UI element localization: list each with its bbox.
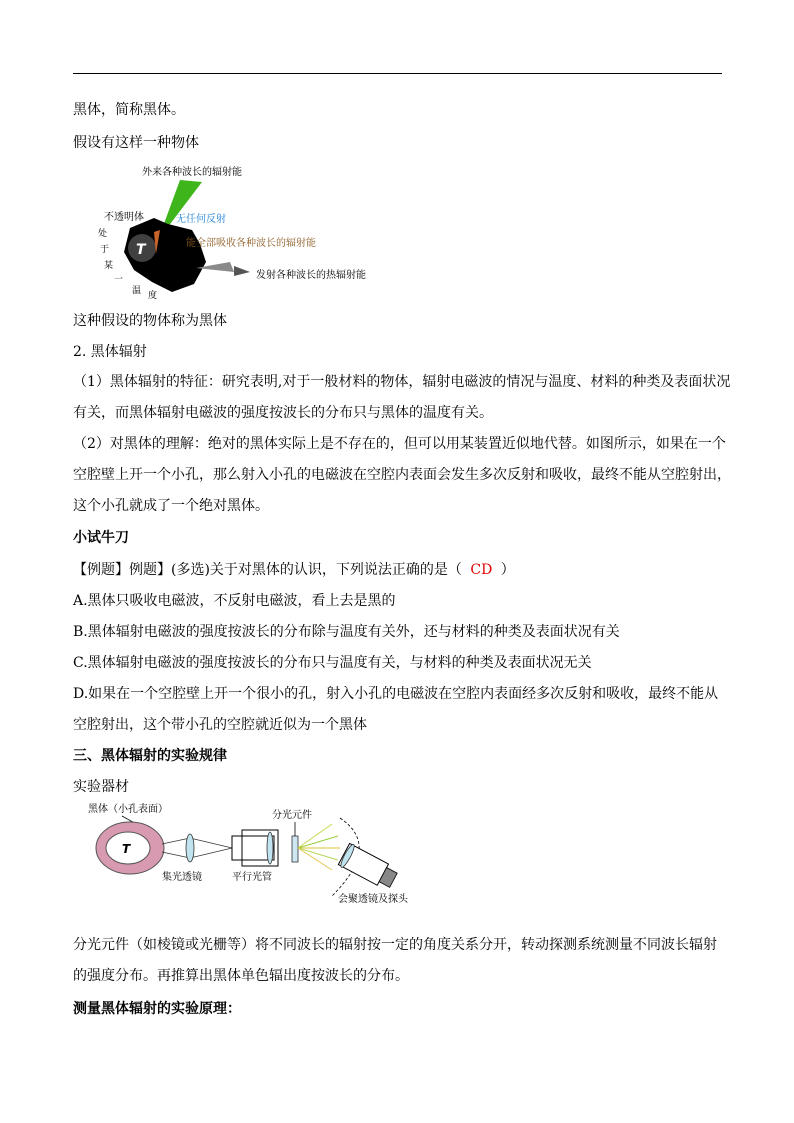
splitter-element [292, 836, 298, 862]
paragraph-2-line-3: 这个小孔就成了一个绝对黑体。 [73, 498, 269, 514]
figure2-label-collimator: 平行光管 [232, 872, 272, 883]
practice-question [73, 560, 515, 580]
paragraph-3 [73, 930, 722, 992]
figure1-side-2: 于 [100, 245, 110, 255]
section-3-heading: 三、黑体辐射的实验规律 [73, 748, 227, 764]
figure2-label-blackbody: 黑体（小孔表面） [88, 804, 168, 815]
paragraph-1 [73, 367, 731, 429]
paragraph-2-line-1: （2）对黑体的理解：绝对的黑体实际上是不存在的，但可以用某装置近似地代替。如图所示，如果在一个 [73, 436, 726, 452]
paragraph-1-line-2: 有关，而黑体辐射电磁波的强度按波长的分布只与黑体的温度有关。 [73, 405, 493, 421]
option-a: A.黑体只吸收电磁波，不反射电磁波，看上去是黑的 [73, 593, 396, 609]
option-c: C.黑体辐射电磁波的强度按波长的分布只与温度有关，与材料的种类及表面状况无关 [73, 655, 592, 671]
emission-arrow-head [234, 266, 250, 276]
figure1-side-4: 一 [114, 275, 124, 285]
intro-line-2: 假设有这样一种物体 [73, 135, 199, 151]
figure2-label-splitter: 分光元件 [272, 810, 312, 821]
figure1-label-absorb: 能全部吸收各种波长的辐射能 [186, 238, 316, 249]
figure1-side-6: 度 [148, 291, 158, 300]
figure1-label-top: 外来各种波长的辐射能 [142, 167, 242, 178]
option-d-line-1: D.如果在一个空腔壁上开一个很小的孔，射入小孔的电磁波在空腔内表面经多次反射和吸收，最终不能从 [73, 686, 719, 702]
figure2-label-T: T [122, 842, 131, 856]
probe-assembly [338, 843, 400, 892]
equipment-label: 实验器材 [73, 779, 129, 795]
paragraph-1-line-1: （1）黑体辐射的特征：研究表明,对于一般材料的物体，辐射电磁波的情况与温度、材料的种类及表面状况 [73, 374, 731, 390]
figure1-side-1: 处 [98, 229, 108, 239]
dispersed-ray-4 [298, 848, 338, 860]
blackbody-diagram [96, 158, 406, 300]
practice-heading: 小试牛刀 [73, 530, 129, 546]
figure1-side-3: 某 [104, 261, 114, 271]
paragraph-2 [73, 429, 731, 522]
paragraph-3-line-2: 的强度分布。再推算出黑体单色辐出度按波长的分布。 [73, 968, 409, 984]
figure1-label-T: T [136, 242, 146, 258]
question-prefix: 【例题】例题】(多选)关于对黑体的认识，下列说法正确的是（ [73, 562, 462, 578]
collimator-lens [267, 832, 273, 864]
intro-line-1: 黑体，简称黑体。 [73, 102, 185, 118]
question-suffix: ） [500, 562, 515, 578]
dispersed-ray-5 [298, 848, 332, 870]
apparatus-diagram [82, 800, 462, 912]
header-rule [73, 73, 722, 74]
dispersed-ray-2 [298, 836, 338, 848]
option-b: B.黑体辐射电磁波的强度按波长的分布除与温度有关外，还与材料的种类及表面状况有关 [73, 624, 620, 640]
figure1-label-emit: 发射各种波长的热辐射能 [256, 270, 366, 281]
question-answer: CD [470, 562, 493, 578]
option-d-line-2: 空腔射出，这个带小孔的空腔就近似为一个黑体 [73, 717, 367, 733]
dispersed-ray-1 [298, 824, 332, 848]
hypothetical-body-text: 这种假设的物体称为黑体 [73, 313, 227, 329]
collecting-lens [186, 834, 194, 862]
paragraph-2-line-2: 空腔壁上开一个小孔，那么射入小孔的电磁波在空腔内表面会发生多次反射和吸收，最终不能从空腔射出， [73, 467, 731, 483]
figure1-label-opaque: 不透明体 [104, 212, 144, 223]
figure2-label-lens: 集光透镜 [162, 872, 202, 883]
figure1-label-no-reflect: 无任何反射 [176, 214, 226, 225]
principle-heading: 测量黑体辐射的实验原理： [73, 1001, 241, 1017]
figure2-label-probe: 会聚透镜及探头 [338, 894, 408, 905]
figure1-side-5: 温 [132, 286, 142, 296]
section-2-heading: 2. 黑体辐射 [73, 344, 147, 360]
paragraph-3-line-1: 分光元件（如棱镜或光栅等）将不同波长的辐射按一定的角度关系分开，转动探测系统测量不同波长辐射 [73, 937, 717, 953]
